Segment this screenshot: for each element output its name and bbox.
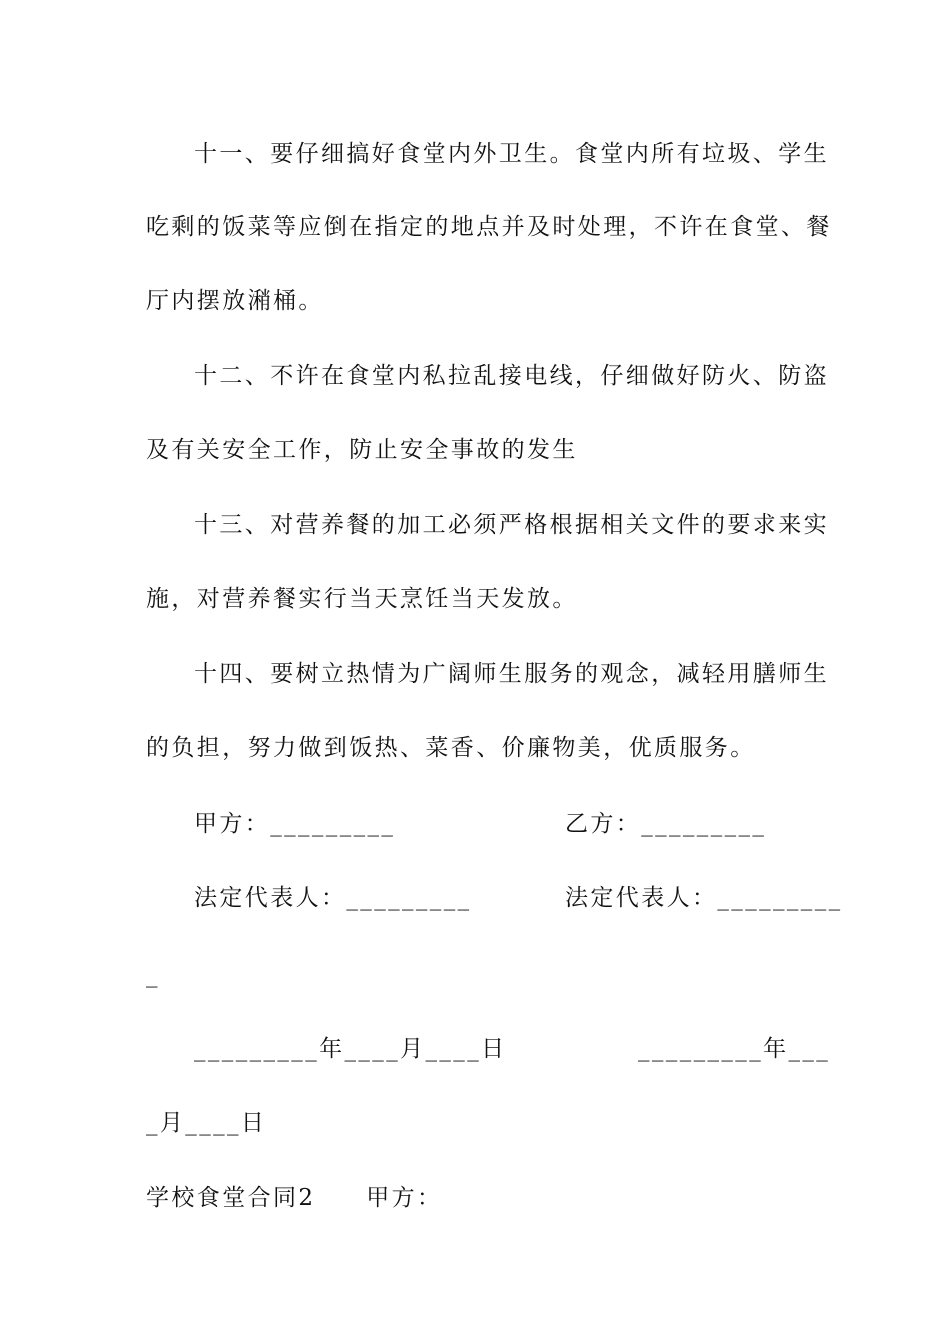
date-b-wrap: _月____日 [146, 1110, 267, 1136]
legal-rep-b-wrap: _ [146, 962, 160, 988]
party-a-label: 甲方：_________ [194, 811, 396, 837]
paragraph-12-line-1: 十二、不许在食堂内私拉乱接电线，仔细做好防火、防盗 [194, 363, 829, 389]
party-b-label: 乙方：_________ [565, 811, 767, 837]
paragraph-13-line-1: 十三、对营养餐的加工必须严格根据相关文件的要求来实 [194, 512, 829, 538]
paragraph-14-line-1: 十四、要树立热情为广阔师生服务的观念，减轻用膳师生 [194, 661, 829, 687]
next-contract-title: 学校食堂合同2 甲方： [146, 1185, 443, 1211]
date-b: _________年___ [638, 1036, 831, 1062]
legal-rep-a-label: 法定代表人：_________ [194, 885, 472, 911]
legal-rep-b-label: 法定代表人：_________ [565, 885, 843, 911]
paragraph-11-line-3: 厅内摆放潲桶。 [146, 288, 324, 314]
paragraph-11-line-2: 吃剩的饭菜等应倒在指定的地点并及时处理，不许在食堂、餐 [146, 214, 832, 240]
paragraph-13-line-2: 施，对营养餐实行当天烹饪当天发放。 [146, 586, 578, 612]
paragraph-14-line-2: 的负担，努力做到饭热、菜香、价廉物美，优质服务。 [146, 735, 756, 761]
paragraph-11-line-1: 十一、要仔细搞好食堂内外卫生。食堂内所有垃圾、学生 [194, 141, 829, 167]
date-a: _________年____月____日 [194, 1036, 507, 1062]
paragraph-12-line-2: 及有关安全工作，防止安全事故的发生 [146, 437, 578, 463]
